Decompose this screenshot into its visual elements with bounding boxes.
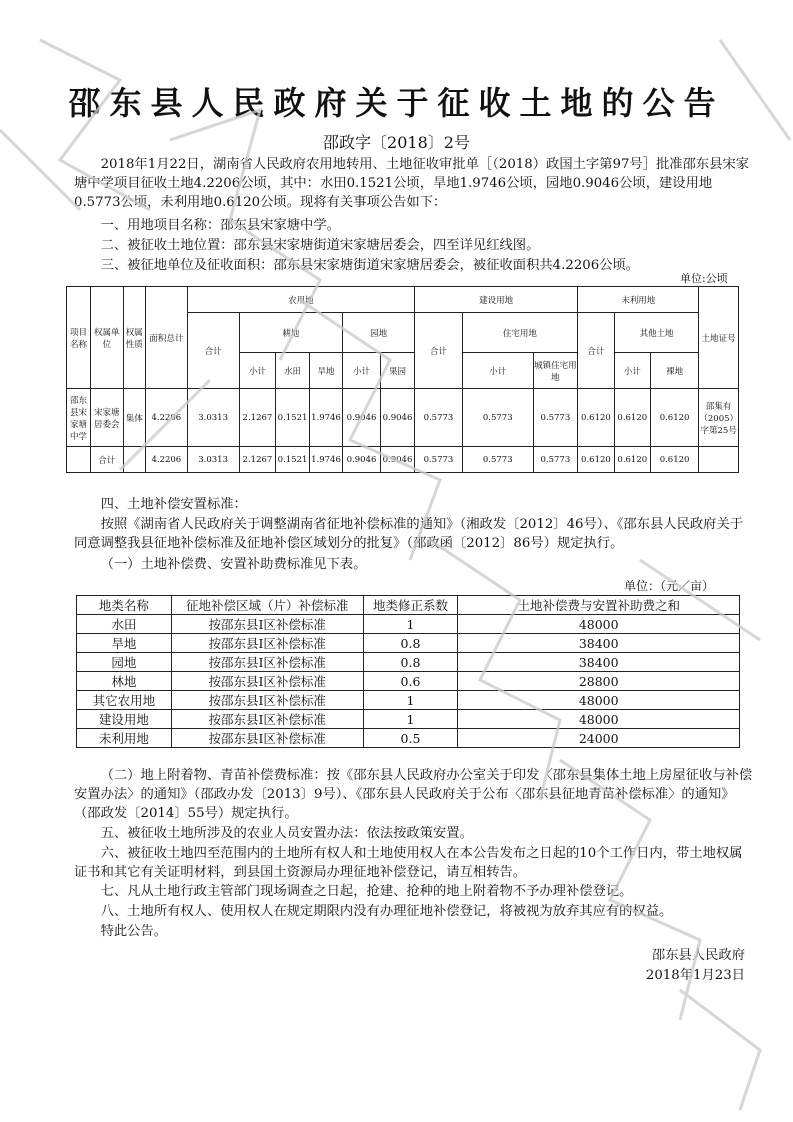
sum-garden-sub: 0.9046	[343, 447, 381, 473]
cell-land-type: 园地	[77, 653, 172, 672]
th-project: 项目名称	[67, 287, 91, 389]
cell-owner: 宋家塘居委会	[91, 389, 123, 447]
th-arable: 耕地	[239, 313, 343, 353]
cell-zone-standard: 按邵东县Ⅰ区补偿标准	[171, 691, 363, 710]
cell-land-type: 水田	[77, 615, 172, 634]
cell-coefficient: 0.5	[363, 729, 458, 748]
cell-compensation: 48000	[458, 615, 740, 634]
cell-zone-standard: 按邵东县Ⅰ区补偿标准	[171, 729, 363, 748]
th-garden-sub: 小计	[343, 353, 381, 389]
sum-arable-sub: 2.1267	[239, 447, 276, 473]
cell-land-type: 建设用地	[77, 710, 172, 729]
cell-nature: 集体	[123, 389, 145, 447]
item-4: 四、土地补偿安置标准：	[100, 497, 247, 512]
th-farm-sum: 合计	[187, 313, 239, 389]
item-4-body: 按照《湖南省人民政府关于调整湖南省征地补偿标准的通知》（湘政发〔2012〕46号）、《邵东县人民政府关于同意调整我县征地补偿标准及征地补偿区域划分的批复》（邵政函〔2012〕86号）规定执行。	[74, 517, 744, 551]
item-2: 二、被征收土地位置：邵东县宋家塘街道宋家塘居委会，四至详见红线图。	[100, 238, 540, 253]
cell-unused-sum: 0.6120	[578, 389, 615, 447]
document-number: 邵政字〔2018〕2号	[323, 133, 470, 152]
unit-label-price: 单位：（元／亩）	[624, 579, 715, 593]
comp-header-row	[77, 596, 740, 615]
cell-coefficient: 1	[363, 710, 458, 729]
cell-total: 4.2206	[145, 389, 187, 447]
sum-orchard: 0.9046	[380, 447, 414, 473]
th-land-type: 地类名称	[77, 596, 172, 615]
sum-label: 合计	[91, 447, 123, 473]
cell-compensation: 48000	[458, 710, 740, 729]
cell-cert: 邵集有（2005）字第25号	[699, 389, 739, 447]
th-urban: 城镇住宅用地	[533, 353, 577, 389]
th-cert: 土地证号	[699, 287, 739, 389]
cell-coefficient: 0.8	[363, 634, 458, 653]
sum-build-sum: 0.5773	[415, 447, 463, 473]
th-compensation-sum: 土地补偿费与安置补助费之和	[458, 596, 740, 615]
cell-zone-standard: 按邵东县Ⅰ区补偿标准	[171, 653, 363, 672]
th-housing: 住宅用地	[462, 313, 577, 353]
cell-orchard: 0.9046	[380, 389, 414, 447]
table-row	[77, 710, 740, 729]
cell-compensation: 48000	[458, 691, 740, 710]
compensation-table	[76, 595, 740, 748]
item-5: 五、被征收土地所涉及的农业人员安置办法：依法按政策安置。	[100, 826, 473, 841]
sum-dry: 1.9746	[309, 447, 342, 473]
table-row	[77, 691, 740, 710]
sum-housing-sub: 0.5773	[462, 447, 533, 473]
cell-dry: 1.9746	[309, 389, 342, 447]
issue-date: 2018年1月23日	[645, 968, 745, 983]
cell-bare: 0.6120	[650, 389, 699, 447]
cell-land-type: 林地	[77, 672, 172, 691]
cell-urban: 0.5773	[533, 389, 577, 447]
closing-text: 特此公告。	[100, 924, 168, 939]
cell-build-sum: 0.5773	[415, 389, 463, 447]
cell-compensation: 38400	[458, 634, 740, 653]
cell-zone-standard: 按邵东县Ⅰ区补偿标准	[171, 672, 363, 691]
th-paddy: 水田	[276, 353, 309, 389]
cell-zone-standard: 按邵东县Ⅰ区补偿标准	[171, 634, 363, 653]
th-unused: 未利用地	[578, 287, 699, 313]
item-6: 六、被征收土地四至范围内的土地所有权人和土地使用权人在本公告发布之日起的10个工作日内，带土地权属证书和其它有关证明材料，到县国土资源局办理征地补偿登记，请互相转告。	[74, 846, 743, 880]
cell-garden-sub: 0.9046	[343, 389, 381, 447]
cell-paddy: 0.1521	[276, 389, 309, 447]
sum-bare: 0.6120	[650, 447, 699, 473]
land-area-table	[66, 286, 739, 473]
sum-unused-sum: 0.6120	[578, 447, 615, 473]
th-housing-sub: 小计	[462, 353, 533, 389]
th-zone-standard: 征地补偿区域（片）补偿标准	[171, 596, 363, 615]
th-arable-sub: 小计	[239, 353, 276, 389]
th-nature: 权属性质	[123, 287, 145, 389]
cell-other-sub: 0.6120	[614, 389, 650, 447]
th-unused-sum: 合计	[578, 313, 615, 389]
th-total: 面积总计	[145, 287, 187, 389]
table-row	[77, 729, 740, 748]
sum-farm-sum: 3.0313	[187, 447, 239, 473]
table-row	[77, 653, 740, 672]
sum-other-sub: 0.6120	[614, 447, 650, 473]
sum-urban: 0.5773	[533, 447, 577, 473]
cell-land-type: 旱地	[77, 634, 172, 653]
page-title: 邵东县人民政府关于征收土地的公告	[68, 84, 725, 122]
intro-paragraph: 2018年1月22日，湖南省人民政府农用地转用、土地征收审批单［（2018）政国土字第97号］批准邵东县宋家塘中学项目征收土地4.2206公顷，其中：水田0.1521公顷，旱地1.9746公顷，园地0.9046公顷，建设用地0.5773公顷，未利用地0.6120公顷。现将有关事项公告如下：	[74, 157, 750, 210]
sum-paddy: 0.1521	[276, 447, 309, 473]
cell-land-type: 未利用地	[77, 729, 172, 748]
th-other: 其他土地	[614, 313, 699, 353]
item-4-2: （二）地上附着物、青苗补偿费标准：按《邵东县人民政府办公室关于印发〈邵东县集体土地上房屋征收与补偿安置办法〉的通知》（邵政办发〔2013〕9号）、《邵东县人民政府关于公布〈邵东县征地青苗补偿标准〉的通知》（邵政发〔2014〕55号）规定执行。	[74, 768, 753, 821]
cell-zone-standard: 按邵东县Ⅰ区补偿标准	[171, 615, 363, 634]
signer: 邵东县人民政府	[651, 948, 745, 963]
th-build-sum: 合计	[415, 313, 463, 389]
cell-arable-sub: 2.1267	[239, 389, 276, 447]
sum-empty	[123, 447, 145, 473]
sum-empty	[67, 447, 91, 473]
cell-compensation: 38400	[458, 653, 740, 672]
cell-coefficient: 0.6	[363, 672, 458, 691]
cell-compensation: 28800	[458, 672, 740, 691]
th-other-sub: 小计	[614, 353, 650, 389]
th-coefficient: 地类修正系数	[363, 596, 458, 615]
unit-label-hectare: 单位:公顷	[680, 272, 728, 285]
watermark-stroke	[680, 990, 760, 1110]
th-dry: 旱地	[309, 353, 342, 389]
cell-project: 邵东县宋家塘中学	[67, 389, 91, 447]
th-owner: 权属单位	[91, 287, 123, 389]
th-garden: 园地	[343, 313, 415, 353]
cell-coefficient: 1	[363, 615, 458, 634]
table-row	[77, 672, 740, 691]
cell-land-type: 其它农用地	[77, 691, 172, 710]
cell-housing-sub: 0.5773	[462, 389, 533, 447]
th-bare: 裸地	[650, 353, 699, 389]
sum-total: 4.2206	[145, 447, 187, 473]
item-7: 七、凡从土地行政主管部门现场调查之日起，抢建、抢种的地上附着物不予办理补偿登记。	[100, 884, 633, 899]
cell-coefficient: 0.8	[363, 653, 458, 672]
item-4-1: （一）土地补偿费、安置补助费标准见下表。	[100, 557, 367, 572]
item-1: 一、用地项目名称：邵东县宋家塘中学。	[100, 218, 340, 233]
th-orchard: 果园	[380, 353, 414, 389]
item-8: 八、土地所有权人、使用权人在规定期限内没有办理征地补偿登记，将被视为放弃其应有的权益。	[100, 904, 673, 919]
th-construction: 建设用地	[415, 287, 578, 313]
table-row	[77, 615, 740, 634]
th-farmland: 农用地	[187, 287, 414, 313]
cell-compensation: 24000	[458, 729, 740, 748]
item-3: 三、被征地单位及征收面积：邵东县宋家塘街道宋家塘居委会，被征收面积共4.2206公顷。	[100, 258, 640, 273]
cell-coefficient: 1	[363, 691, 458, 710]
sum-empty	[699, 447, 739, 473]
table-row	[77, 634, 740, 653]
cell-zone-standard: 按邵东县Ⅰ区补偿标准	[171, 710, 363, 729]
cell-farm-sum: 3.0313	[187, 389, 239, 447]
